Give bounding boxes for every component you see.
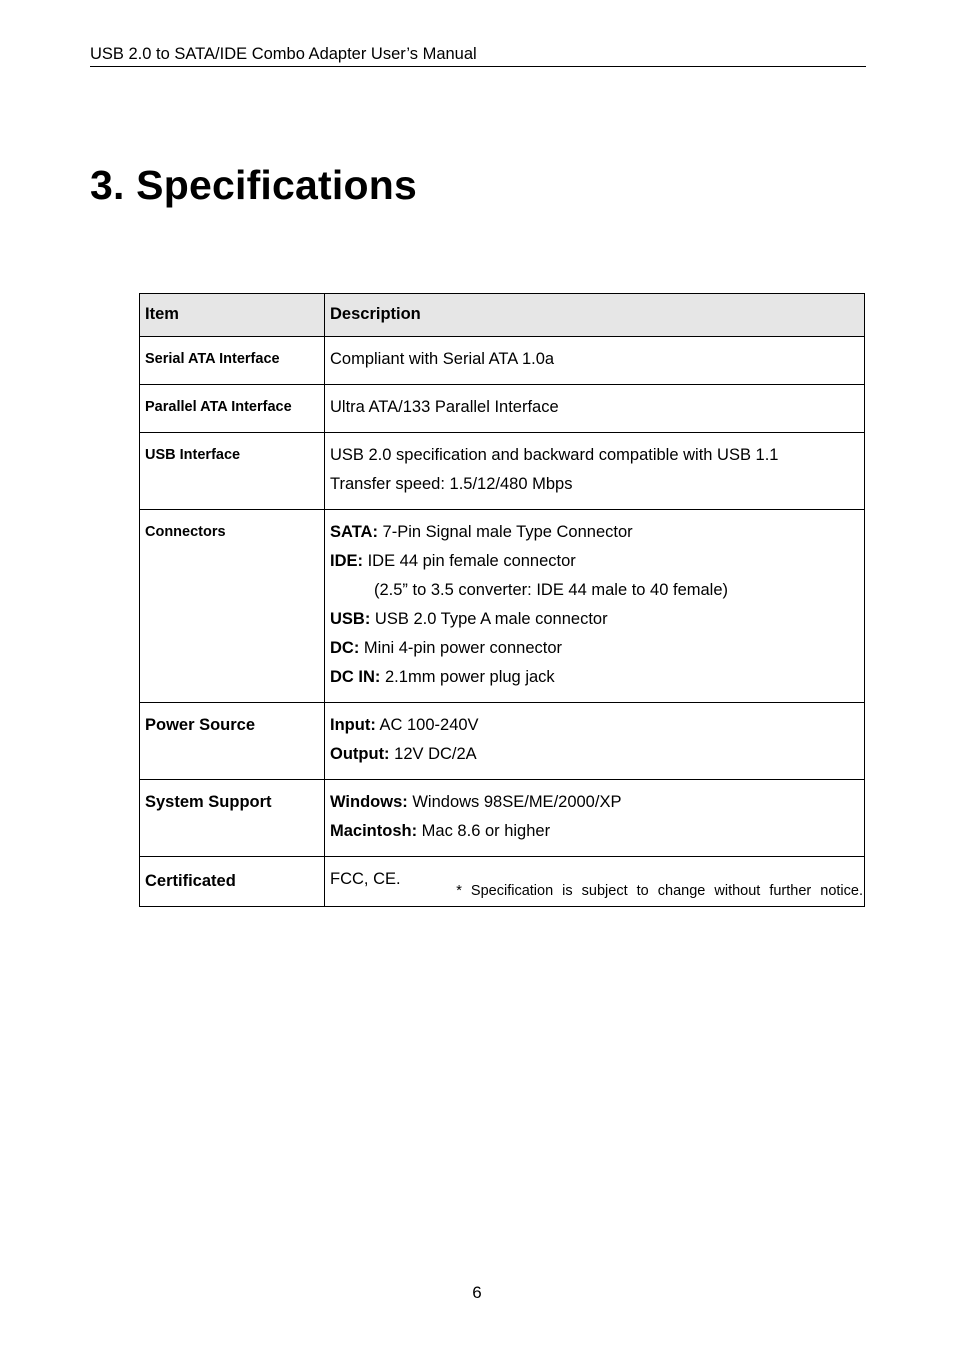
description-line [330,663,859,692]
table-row [140,385,865,433]
spec-description [325,337,865,385]
table-row [140,510,865,703]
description-line: Transfer speed: 1.5/12/480 Mbps [330,475,573,493]
description-label: DC: [330,639,360,657]
description-line: (2.5” to 3.5 converter: IDE 44 male to 40 female) [374,581,729,599]
spec-item-system-support: System Support [140,780,325,857]
table-row [140,780,865,857]
description-text: Mac 8.6 or higher [417,822,551,840]
table-row [140,433,865,510]
spec-item-serial-ata: Serial ATA Interface [140,337,325,385]
description-line: Compliant with Serial ATA 1.0a [330,350,555,368]
description-text: 7-Pin Signal male Type Connector [377,523,633,541]
table-row [140,703,865,780]
description-line [330,634,859,663]
description-line [330,817,859,846]
page-title: 3. Specifications [90,162,417,208]
description-text: 12V DC/2A [389,745,477,763]
table-row [140,337,865,385]
running-header: USB 2.0 to SATA/IDE Combo Adapter User’s Manual [90,44,866,67]
description-line [330,605,859,634]
spec-description [325,385,865,433]
spec-description [325,703,865,780]
description-text: IDE 44 pin female connector [363,552,576,570]
description-line: FCC, CE. [330,870,401,888]
description-label: IDE: [330,552,363,570]
description-line [330,788,859,817]
description-text: USB 2.0 Type A male connector [370,610,608,628]
page-number: 6 [472,1283,482,1302]
description-line: Ultra ATA/133 Parallel Interface [330,398,559,416]
spec-item-usb-interface: USB Interface [140,433,325,510]
description-label: SATA: [330,523,378,541]
description-line [330,547,859,576]
description-label: USB: [330,610,371,628]
description-line [330,740,859,769]
spec-item-connectors: Connectors [140,510,325,703]
description-line [330,518,859,547]
description-label: Input: [330,716,376,734]
spec-item-parallel-ata: Parallel ATA Interface [140,385,325,433]
description-label: Output: [330,745,390,763]
specifications-table [139,293,865,907]
description-text: 2.1mm power plug jack [380,668,555,686]
footnote: * Specification is subject to change without further notice. [456,883,863,899]
spec-description [325,433,865,510]
description-text: Mini 4-pin power connector [359,639,563,657]
description-line: USB 2.0 specification and backward compatible with USB 1.1 [330,446,779,464]
description-label: Windows: [330,793,408,811]
column-header-item: Item [140,294,325,337]
description-text: Windows 98SE/ME/2000/XP [407,793,622,811]
spec-description [325,510,865,703]
spec-description [325,780,865,857]
column-header-description: Description [325,294,865,337]
spec-item-power-source: Power Source [140,703,325,780]
description-text: AC 100-240V [375,716,479,734]
spec-item-certificated: Certificated [140,857,325,907]
description-label: Macintosh: [330,822,418,840]
table-header-row [140,294,865,337]
description-line [330,711,859,740]
description-label: DC IN: [330,668,381,686]
